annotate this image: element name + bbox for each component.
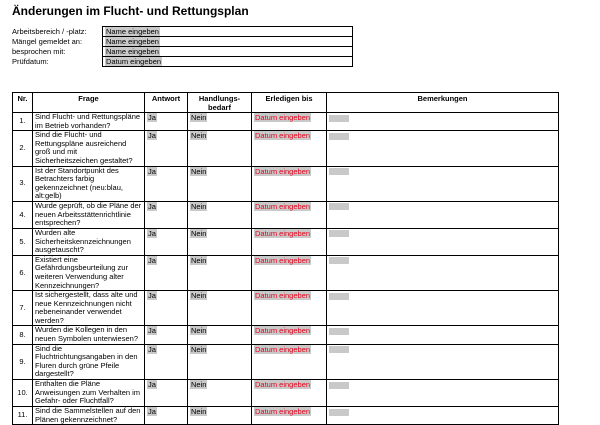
meta-label: Mängel gemeldet an: [12,37,83,46]
due-date-cell[interactable] [252,131,327,166]
action-needed-cell[interactable] [188,228,252,255]
action-needed-cell[interactable] [188,113,252,131]
due-date-cell[interactable] [252,380,327,407]
answer-cell[interactable] [145,380,188,407]
header-antwort: Antwort [145,93,188,113]
due-date-field[interactable]: Datum eingeben [255,201,311,211]
answer-dropdown[interactable]: Ja [148,113,156,122]
due-date-cell[interactable] [252,113,327,131]
remarks-cell[interactable] [327,291,559,326]
meta-row-maengel [12,37,353,47]
due-date-cell[interactable] [252,344,327,379]
row-number: 8. [13,326,33,344]
action-needed-dropdown[interactable]: Nein [191,326,207,336]
remarks-cell[interactable] [327,407,559,425]
page-title: Änderungen im Flucht- und Rettungsplan [12,4,249,18]
remarks-cell[interactable] [327,228,559,255]
pruefdatum-field[interactable]: Datum eingeben [106,57,162,66]
action-needed-cell[interactable] [188,380,252,407]
maengel-gemeldet-field[interactable]: Name eingeben [106,37,159,46]
due-date-field[interactable]: Datum eingeben [255,326,311,336]
remarks-cell[interactable] [327,344,559,379]
meta-fields [12,26,353,67]
row-number: 2. [13,131,33,166]
table-row [13,291,559,326]
due-date-cell[interactable] [252,407,327,425]
answer-dropdown[interactable]: Ja [148,291,156,301]
meta-label: Arbeitsbereich / -platz: [12,27,87,36]
row-number: 5. [13,228,33,255]
due-date-field[interactable]: Datum eingeben [255,380,311,390]
action-needed-dropdown[interactable]: Nein [191,166,207,176]
action-needed-cell[interactable] [188,326,252,344]
answer-dropdown[interactable]: Ja [148,344,156,354]
row-number: 9. [13,344,33,379]
due-date-field[interactable]: Datum eingeben [255,131,311,141]
remarks-cell[interactable] [327,131,559,166]
row-number: 7. [13,291,33,326]
question-text: Sind Flucht- und Rettungspläne im Betrieb vorhanden? [33,113,145,131]
due-date-cell[interactable] [252,228,327,255]
question-text: Wurden die Kollegen in den neuen Symbolen unterwiesen? [33,326,145,344]
header-handlungsbedarf: Handlungs-bedarf [188,93,252,113]
question-text: Wurde geprüft, ob die Pläne der neuen Arbeitsstättenrichtlinie entsprechen? [33,201,145,228]
table-row [13,344,559,379]
row-number: 11. [13,407,33,425]
remarks-field[interactable] [329,409,349,416]
action-needed-dropdown[interactable]: Nein [191,407,207,417]
header-erledigen-bis: Erledigen bis [252,93,327,113]
answer-cell[interactable] [145,407,188,425]
due-date-cell[interactable] [252,166,327,201]
meta-row-besprochen [12,47,353,57]
answer-dropdown[interactable]: Ja [148,228,156,238]
table-row [13,201,559,228]
remarks-cell[interactable] [327,201,559,228]
answer-cell[interactable] [145,344,188,379]
answer-dropdown[interactable]: Ja [148,380,156,390]
answer-dropdown[interactable]: Ja [148,326,156,336]
question-text: Ist sichergestellt, dass alte und neue Kennzeichnungen nicht nebeneinander verwendet werden? [33,291,145,326]
answer-dropdown[interactable]: Ja [148,131,156,141]
action-needed-dropdown[interactable]: Nein [191,131,207,141]
table-row [13,407,559,425]
action-needed-cell[interactable] [188,201,252,228]
remarks-field[interactable] [329,203,349,210]
table-row [13,131,559,166]
remarks-cell[interactable] [327,255,559,290]
due-date-cell[interactable] [252,201,327,228]
answer-dropdown[interactable]: Ja [148,201,156,211]
remarks-field[interactable] [329,133,349,140]
action-needed-cell[interactable] [188,291,252,326]
action-needed-dropdown[interactable]: Nein [191,255,207,265]
table-row [13,113,559,131]
remarks-cell[interactable] [327,380,559,407]
answer-cell[interactable] [145,131,188,166]
meta-value-cell[interactable] [103,57,353,67]
action-needed-dropdown[interactable]: Nein [191,113,207,122]
row-number: 4. [13,201,33,228]
table-row [13,255,559,290]
row-number: 3. [13,166,33,201]
checklist-table [12,92,559,425]
question-text: Enthalten die Pläne Anweisungen zum Verhalten im Gefahr- oder Fluchtfall? [33,380,145,407]
due-date-field[interactable]: Datum eingeben [255,291,311,301]
meta-value-cell[interactable] [103,47,353,57]
question-text: Sind die Flucht- und Rettungspläne ausreichend groß und mit Sicherheitszeichen gestaltet? [33,131,145,166]
answer-cell[interactable] [145,255,188,290]
remarks-field[interactable] [329,293,349,300]
row-number: 10. [13,380,33,407]
remarks-field[interactable] [329,328,349,335]
table-row [13,380,559,407]
action-needed-dropdown[interactable]: Nein [191,201,207,211]
action-needed-dropdown[interactable]: Nein [191,380,207,390]
row-number: 6. [13,255,33,290]
arbeitsbereich-field[interactable]: Name eingeben [106,27,159,36]
meta-label: besprochen mit: [12,47,66,56]
header-frage: Frage [33,93,145,113]
due-date-field[interactable]: Datum eingeben [255,113,311,122]
action-needed-cell[interactable] [188,131,252,166]
meta-row-arbeitsbereich [12,27,353,37]
action-needed-dropdown[interactable]: Nein [191,228,207,238]
due-date-cell[interactable] [252,326,327,344]
answer-cell[interactable] [145,113,188,131]
remarks-field[interactable] [329,230,349,237]
action-needed-cell[interactable] [188,166,252,201]
table-row [13,166,559,201]
meta-row-pruefdatum [12,57,353,67]
question-text: Sind die Sammelstellen auf den Plänen gekennzeichnet? [33,407,145,425]
due-date-field[interactable]: Datum eingeben [255,228,311,238]
answer-cell[interactable] [145,228,188,255]
due-date-field[interactable]: Datum eingeben [255,255,311,265]
remarks-cell[interactable] [327,113,559,131]
action-needed-cell[interactable] [188,344,252,379]
meta-value-cell[interactable] [103,37,353,47]
answer-dropdown[interactable]: Ja [148,255,156,265]
action-needed-cell[interactable] [188,255,252,290]
header-nr: Nr. [13,93,33,113]
answer-cell[interactable] [145,326,188,344]
question-text: Sind die Fluchtrichtungsangaben in den Fluren durch grüne Pfeile dargestellt? [33,344,145,379]
due-date-cell[interactable] [252,255,327,290]
answer-cell[interactable] [145,201,188,228]
row-number: 1. [13,113,33,131]
answer-dropdown[interactable]: Ja [148,407,156,417]
due-date-field[interactable]: Datum eingeben [255,407,311,417]
due-date-field[interactable]: Datum eingeben [255,166,311,176]
remarks-field[interactable] [329,382,349,389]
remarks-cell[interactable] [327,166,559,201]
question-text: Wurden alte Sicherheitskennzeichnungen ausgetauscht? [33,228,145,255]
header-bemerkungen: Bemerkungen [327,93,559,113]
meta-label: Prüfdatum: [12,57,49,66]
table-header-row [13,93,559,113]
table-body [13,113,559,425]
answer-cell[interactable] [145,291,188,326]
answer-cell[interactable] [145,166,188,201]
action-needed-dropdown[interactable]: Nein [191,344,207,354]
table-row [13,228,559,255]
answer-dropdown[interactable]: Ja [148,166,156,176]
besprochen-mit-field[interactable]: Name eingeben [106,47,159,56]
remarks-field[interactable] [329,115,349,122]
action-needed-dropdown[interactable]: Nein [191,291,207,301]
remarks-cell[interactable] [327,326,559,344]
remarks-field[interactable] [329,168,349,175]
table-row [13,326,559,344]
meta-value-cell[interactable] [103,27,353,37]
remarks-field[interactable] [329,257,349,264]
remarks-field[interactable] [329,346,349,353]
question-text: Existiert eine Gefährdungsbeurteilung zur weiteren Verwendung alter Kennzeichnungen? [33,255,145,290]
question-text: Ist der Standortpunkt des Betrachters farbig gekennzeichnet (neu:blau, alt:gelb) [33,166,145,201]
due-date-cell[interactable] [252,291,327,326]
action-needed-cell[interactable] [188,407,252,425]
due-date-field[interactable]: Datum eingeben [255,344,311,354]
